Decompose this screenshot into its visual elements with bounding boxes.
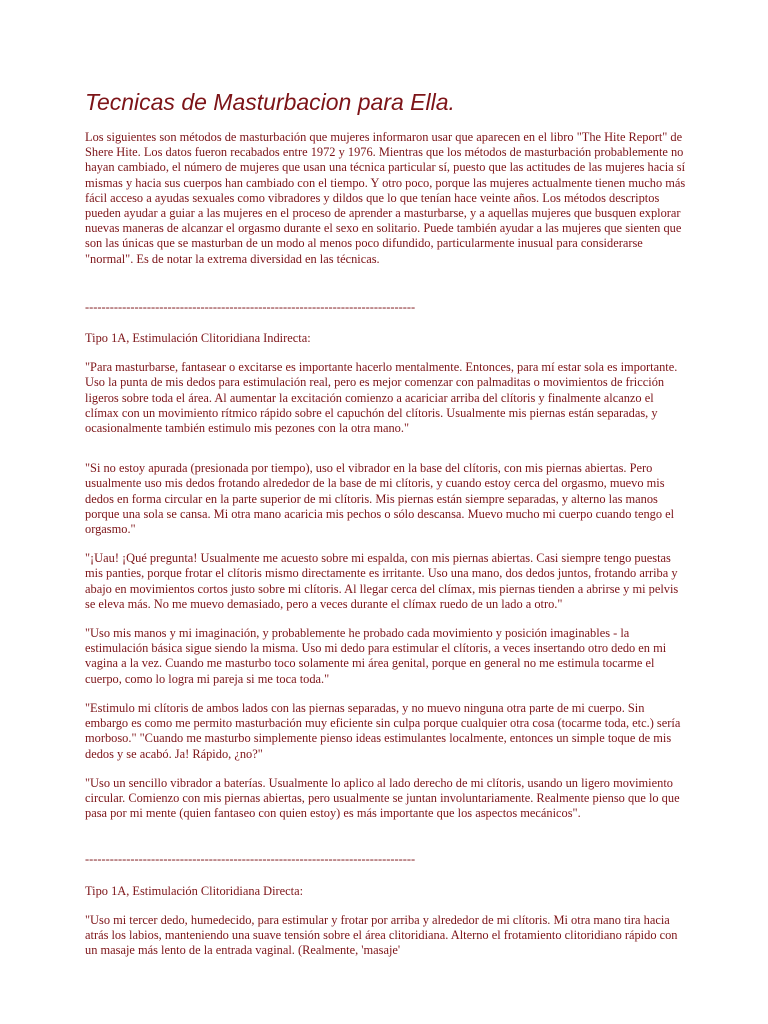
- section-heading-direct: Tipo 1A, Estimulación Clitoridiana Directa:: [85, 883, 304, 898]
- quote-paragraph: "Uso un sencillo vibrador a baterías. Usualmente lo aplico al lado derecho de mi clítoris, usando un ligero movimiento circular. Comienzo con mis piernas abiertas, pero usualmente se juntan involuntariamente. Realmente pienso que lo que pasa por mi mente (quien fantaseo con quien estoy) es más importante que los aspectos mecánicos".: [85, 775, 680, 821]
- quote-paragraph: "Uso mi tercer dedo, humedecido, para estimular y frotar por arriba y alrededor de mi clítoris. Mi otra mano tira hacia atrás los labios, manteniendo una suave tensión sobre el área clitoridiana. Alterno el frotamiento clitoridiano rápido con un masaje más lento de la entrada vaginal. (Realmente, 'masaje': [85, 912, 678, 958]
- spacer: [85, 450, 690, 461]
- quote-paragraph: "Si no estoy apurada (presionada por tiempo), uso el vibrador en la base del clítoris, con mis piernas abiertas. Pero usualmente uso mis dedos frotando alrededor de la base de mi clítoris, y cuando estoy cerca del orgasmo, muevo mis dedos en forma circular en la parte superior de mi clítoris. Mis piernas están siempre separadas, y alterno las manos porque una sola se cansa. Mi otra mano acaricia mis pechos o sólo descansa. Muevo mucho mi cuerpo cuando tengo el orgasmo.": [85, 461, 675, 537]
- spacer: [85, 283, 690, 300]
- quote-paragraph: "Estimulo mi clítoris de ambos lados con las piernas separadas, y no muevo ninguna otra parte de mi cuerpo. Sin embargo es como me permito masturbación muy eficiente sin culpa porque cualquier otra cosa (tocarme toda, etc.) sería morboso." "Cuando me masturbo simplemente pienso ideas estimulantes localmente, entonces un simple toque de mis dedos y se acabó. Ja! Rápido, ¿no?": [85, 700, 681, 761]
- section-heading-indirect: Tipo 1A, Estimulación Clitoridiana Indirecta:: [85, 331, 311, 346]
- quote-paragraph: "Uso mis manos y mi imaginación, y probablemente he probado cada movimiento y posición imaginables - la estimulación básica sigue siendo la misma. Uso mi dedo para estimular el clítoris, a veces insertando otro dedo en mi vagina a la vez. Cuando me masturbo toco solamente mi área genital, porque en general no me estimula tocarme el cuerpo, como lo logra mi pareja si me toca toda.": [85, 626, 667, 686]
- document-page: [85, 88, 690, 972]
- document-title: Tecnicas de Masturbacion para Ella.: [85, 89, 455, 115]
- quote-paragraph: "¡Uau! ¡Qué pregunta! Usualmente me acuesto sobre mi espalda, con mis piernas abiertas. Casi siempre tengo puestas mis panties, porque frotar el clítoris mismo directamente es irritante. Uso una mano, dos dedos juntos, frotando arriba y abajo en movimientos cortos justo sobre mi clítoris. Al llegar cerca del clímax, mis piernas tienden a abrirse y mi pelvis se eleva más. No me muevo demasiado, pero a veces durante el clímax ruedo de un lado a otro.": [85, 551, 679, 611]
- spacer: [85, 835, 690, 852]
- separator-line: --------------------------------------------------------------------------------: [85, 852, 416, 867]
- quote-paragraph: "Para masturbarse, fantasear o excitarse es importante hacerlo mentalmente. Entonces, para mí estar sola es importante. Uso la punta de mis dedos para estimulación real, pero es mejor comenzar con palmaditas o movimientos de fricción ligeros sobre toda el área. Al aumentar la excitación comienzo a acariciar arriba del clítoris y finalmente alcanzo el clímax con un movimiento rítmico rápido sobre el capuchón del clítoris. Usualmente mis piernas están separadas, y ocasionalmente también estimulo mis pezones con la otra mano.": [85, 360, 678, 436]
- separator-line: --------------------------------------------------------------------------------: [85, 299, 416, 314]
- intro-paragraph: Los siguientes son métodos de masturbación que mujeres informaron usar que aparecen en el libro "The Hite Report" de Shere Hite. Los datos fueron recabados entre 1972 y 1976. Mientras que los métodos de masturbación probablemente no hayan cambiado, el número de mujeres que usan una técnica particular sí, puesto que las actitudes de las mujeres hacia sí mismas y hacia sus cuerpos han cambiado con el tiempo. Y otro poco, porque las mujeres actualmente tienen mucho más fácil acceso a ayudas sexuales como vibradores y dildos que lo que tenían hace veinte años. Los métodos descriptos pueden ayudar a guiar a las mujeres en el proceso de aprender a masturbarse, y a aquellas mujeres que busquen explorar nuevas maneras de alcanzar el orgasmo durante el sexo en solitario. Puede también ayudar a las mujeres que sienten que son las únicas que se masturban de un modo al menos poco difundido, particularmente inusual para considerarse "normal". Es de notar la extrema diversidad en las técnicas.: [85, 130, 686, 266]
- spacer: [85, 315, 690, 331]
- spacer: [85, 868, 690, 884]
